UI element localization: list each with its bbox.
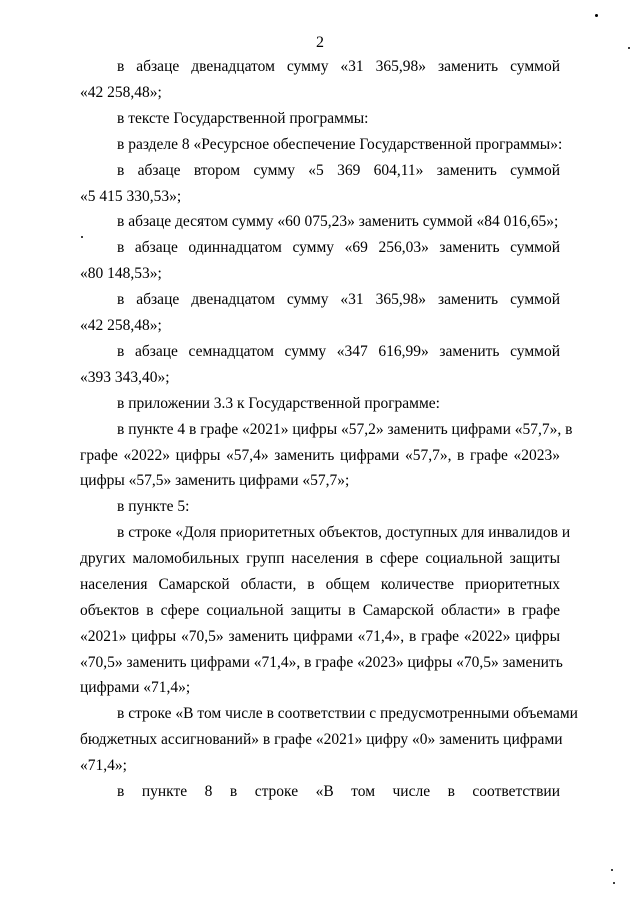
text-line (117, 109, 560, 129)
text-line-content: в абзаце десятом сумму «60 075,23» заменить суммой «84 016,65»; (117, 213, 559, 230)
text-line-content: в пункте 8 в строке «В том числе в соответствии (117, 783, 560, 800)
text-line-content: в абзаце двенадцатом сумму «31 365,98» заменить суммой (117, 58, 560, 75)
scan-speck (595, 14, 598, 17)
text-line (80, 83, 560, 103)
text-line-content: в пункте 5: (117, 498, 190, 515)
text-line-content: в строке «В том числе в соответствии с предусмотренными объемами (117, 705, 578, 722)
text-line-content: «42 258,48»; (80, 317, 162, 334)
text-line (117, 212, 560, 232)
text-line (80, 756, 560, 776)
text-line-content: других маломобильных групп населения в сфере социальной защиты (80, 550, 560, 567)
text-line-content: графе «2022» цифры «57,4» заменить цифрами «57,7», в графе «2023» (80, 447, 560, 464)
text-line (117, 782, 560, 802)
text-line-content: в абзаце семнадцатом сумму «347 616,99» заменить суммой (117, 343, 560, 360)
text-line (80, 601, 560, 621)
text-line (80, 316, 560, 336)
text-line (80, 730, 563, 750)
text-line-content: в разделе 8 «Ресурсное обеспечение Государственной программы»: (117, 136, 563, 153)
scan-speck (611, 869, 613, 871)
text-line-content: в строке «Доля приоритетных объектов, доступных для инвалидов и (117, 524, 571, 541)
text-line (80, 549, 560, 569)
text-line (80, 187, 560, 207)
text-line (117, 342, 560, 362)
text-line-content: в тексте Государственной программы: (117, 110, 369, 127)
text-line (80, 368, 560, 388)
text-line (117, 57, 560, 77)
text-line (117, 704, 578, 724)
text-line-content: «393 343,40»; (80, 369, 170, 386)
text-line (117, 135, 563, 155)
text-line (117, 420, 573, 440)
text-line (117, 523, 571, 543)
text-line (117, 497, 560, 517)
text-line-content: цифры «57,5» заменить цифрами «57,7»; (80, 472, 350, 489)
text-line-content: «80 148,53»; (80, 265, 162, 282)
text-line (80, 264, 560, 284)
text-line-content: «42 258,48»; (80, 84, 162, 101)
text-line (80, 678, 560, 698)
text-line (80, 575, 560, 595)
scan-speck (628, 47, 630, 49)
text-line (117, 290, 560, 310)
text-line-content: «71,4»; (80, 757, 127, 774)
text-line (80, 471, 560, 491)
text-line-content: цифрами «71,4»; (80, 679, 191, 696)
text-line-content: бюджетных ассигнований» в графе «2021» цифру «0» заменить цифрами (80, 731, 563, 748)
text-line-content: в абзаце одиннадцатом сумму «69 256,03» заменить суммой (117, 239, 560, 256)
text-line-content: в приложении 3.3 к Государственной программе: (117, 395, 440, 412)
text-line-content: в абзаце втором сумму «5 369 604,11» заменить суммой (117, 162, 560, 179)
scan-speck (81, 236, 83, 238)
text-line (80, 446, 560, 466)
page-number: 2 (316, 34, 324, 51)
text-line-content: населения Самарской области, в общем количестве приоритетных (80, 576, 560, 593)
text-line-content: «2021» цифры «70,5» заменить цифрами «71,4», в графе «2022» цифры (80, 628, 560, 645)
text-line (117, 161, 560, 181)
text-line-content: «5 415 330,53»; (80, 188, 182, 205)
text-line (80, 627, 560, 647)
text-line (117, 394, 560, 414)
text-line-content: в пункте 4 в графе «2021» цифры «57,2» заменить цифрами «57,7», в (117, 421, 573, 438)
text-line (117, 238, 560, 258)
text-line-content: «70,5» заменить цифрами «71,4», в графе «2023» цифры «70,5» заменить (80, 654, 563, 671)
text-line-content: в абзаце двенадцатом сумму «31 365,98» заменить суммой (117, 291, 560, 308)
scan-speck (613, 882, 615, 884)
text-line (80, 653, 563, 673)
text-line-content: объектов в сфере социальной защиты в Самарской области» в графе (80, 602, 560, 619)
